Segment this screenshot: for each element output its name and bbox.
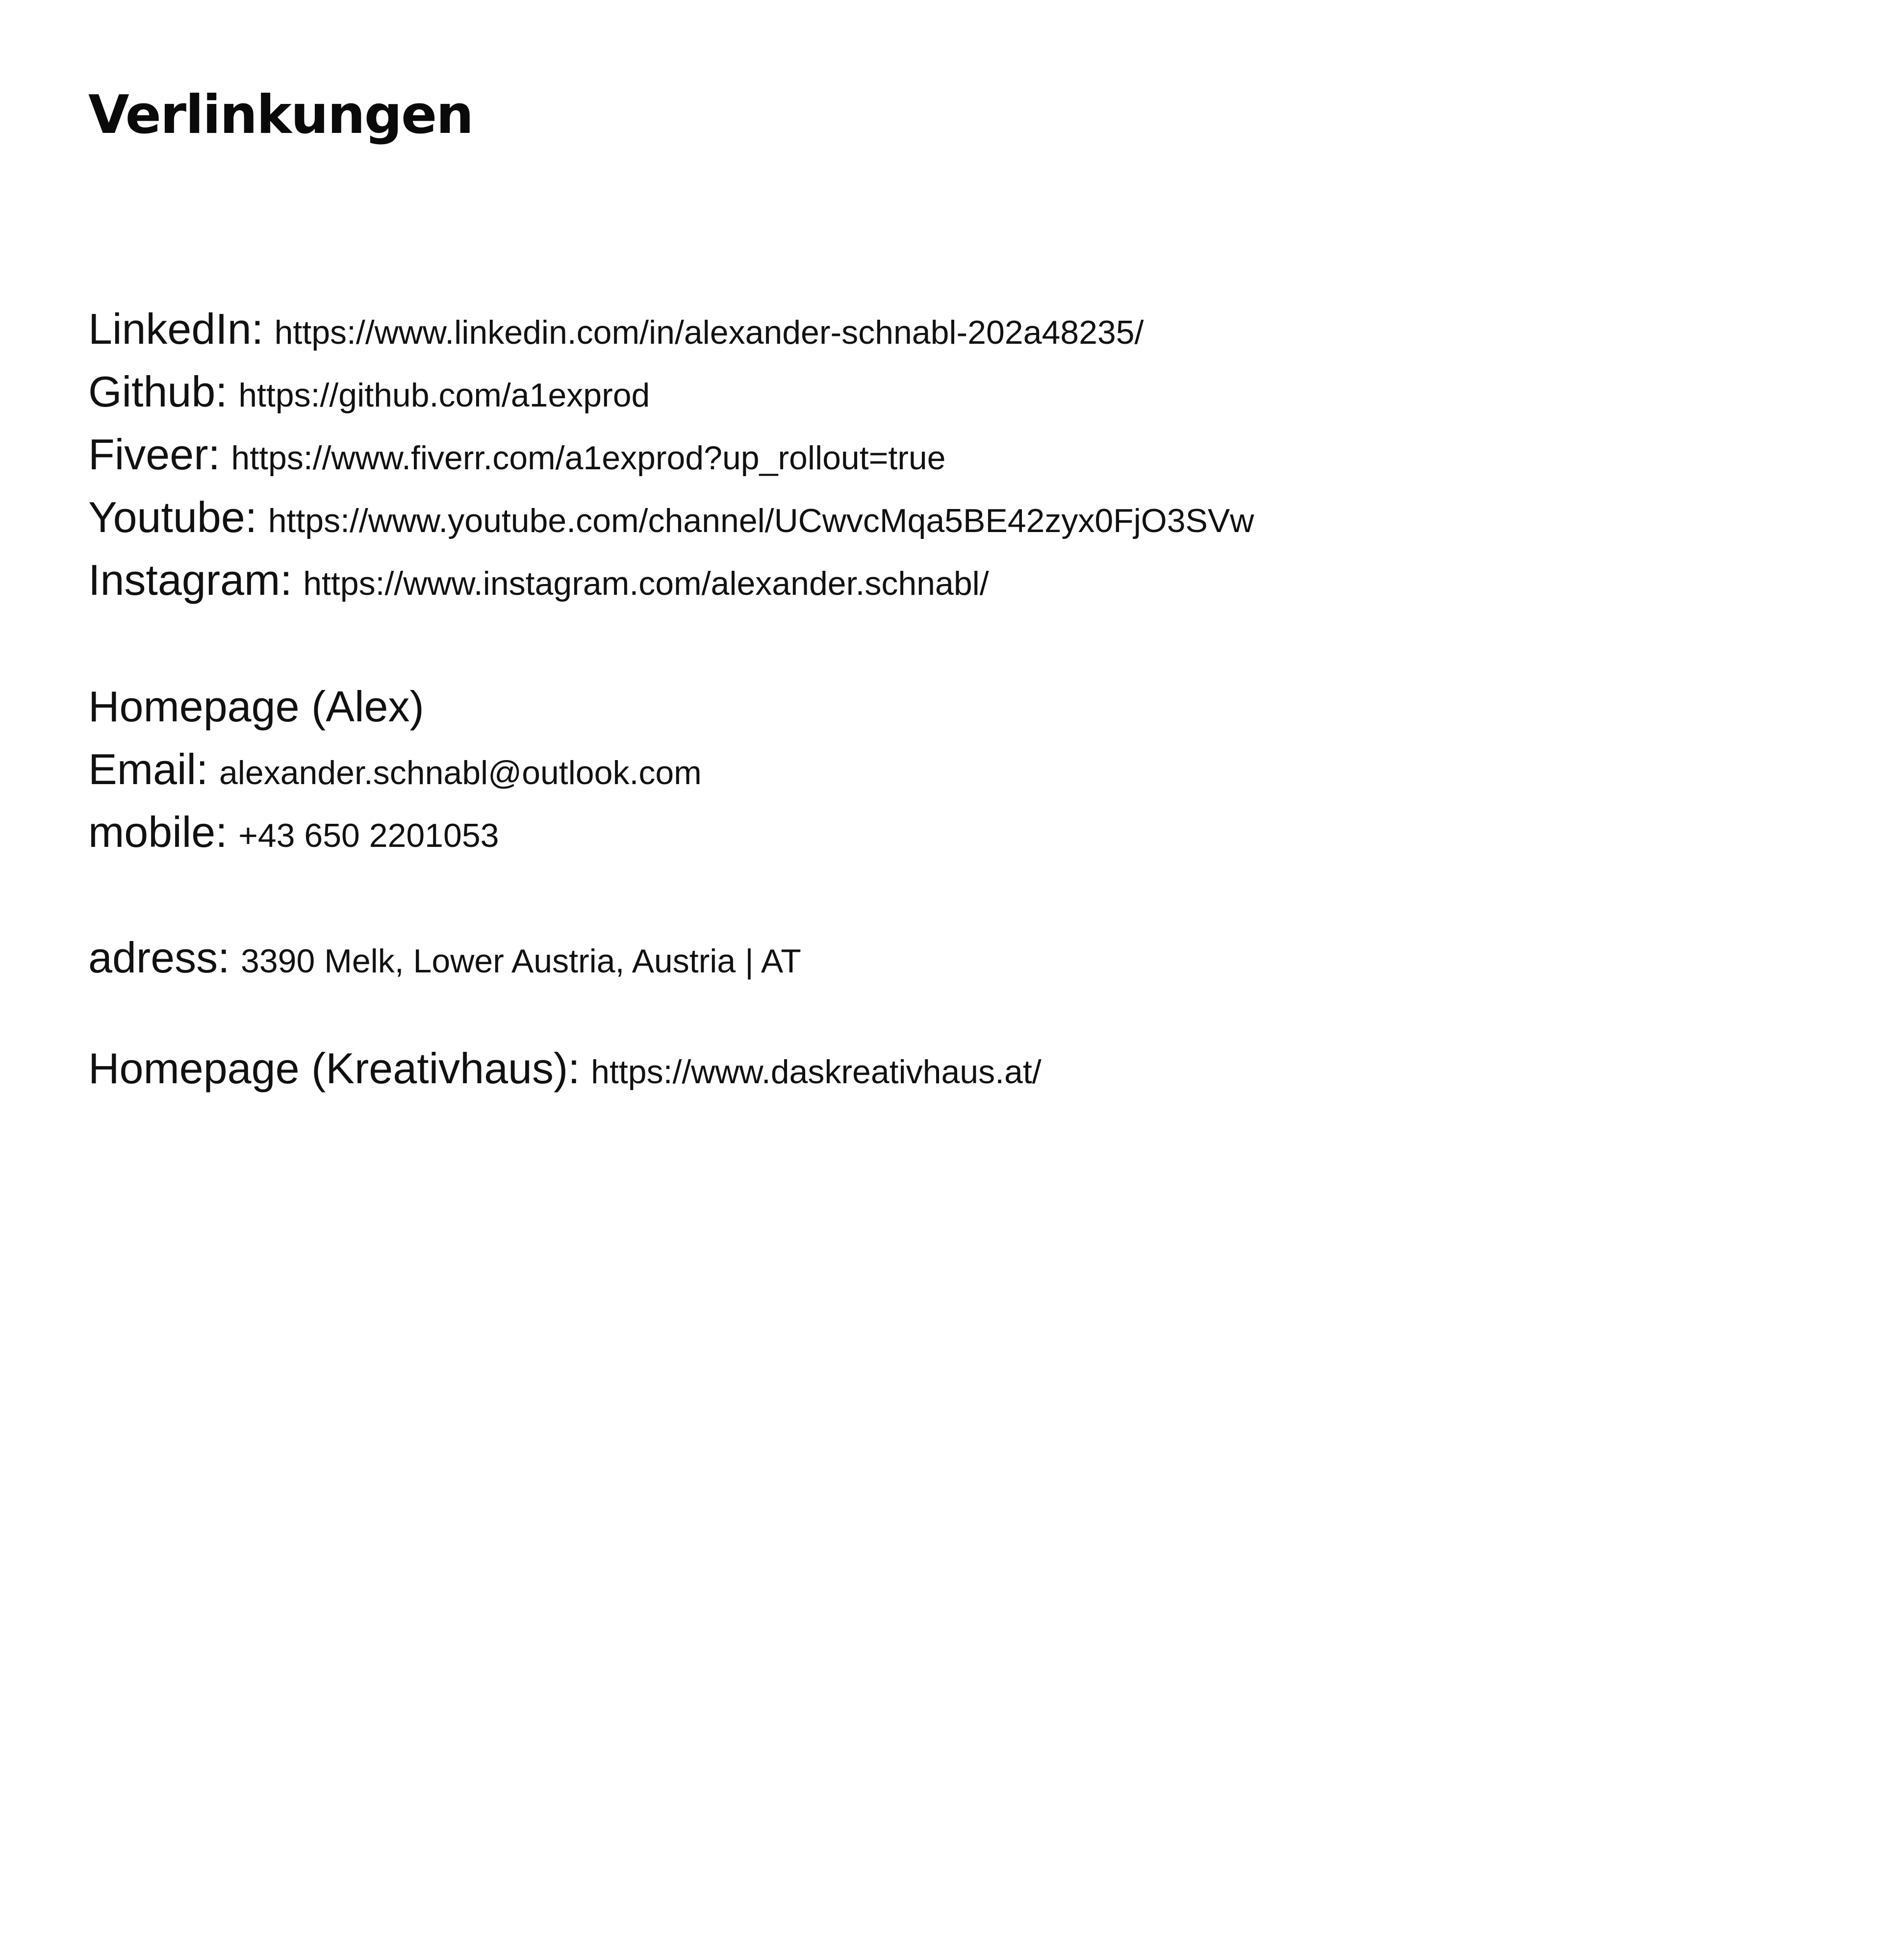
youtube-row [88,491,1254,543]
instagram-label: Instagram: [88,556,292,604]
address-label: adress: [88,933,230,982]
github-label: Github: [88,367,228,416]
linkedin-label: LinkedIn: [88,305,264,353]
mobile-number: +43 650 2201053 [238,817,499,854]
homepage-kreativhaus-link[interactable]: https://www.daskreativhaus.at/ [591,1053,1042,1091]
mobile-row [88,806,499,858]
email-link[interactable]: alexander.schnabl@outlook.com [219,754,702,791]
github-row [88,366,650,418]
homepage-alex-label: Homepage (Alex) [88,682,424,731]
instagram-link[interactable]: https://www.instagram.com/alexander.schnabl/ [303,565,989,602]
linkedin-link[interactable]: https://www.linkedin.com/in/alexander-schnabl-202a48235/ [274,314,1144,351]
address-row [88,932,801,984]
mobile-label: mobile: [88,808,228,856]
linkedin-row [88,303,1144,355]
page-title: Verlinkungen [88,84,473,146]
homepage-alex-row [88,681,424,733]
youtube-link[interactable]: https://www.youtube.com/channel/UCwvcMqa5BE42zyx0FjO3SVw [268,502,1254,539]
homepage-kreativhaus-row [88,1043,1042,1095]
fiverr-label: Fiveer: [88,430,220,479]
address-value: 3390 Melk, Lower Austria, Austria | AT [241,942,801,980]
email-row [88,743,702,795]
email-label: Email: [88,745,208,793]
homepage-kreativhaus-label: Homepage (Kreativhaus): [88,1044,580,1093]
github-link[interactable]: https://github.com/a1exprod [238,377,650,414]
fiverr-link[interactable]: https://www.fiverr.com/a1exprod?up_rollout=true [231,439,946,477]
youtube-label: Youtube: [88,493,257,541]
instagram-row [88,554,989,606]
fiverr-row [88,429,946,481]
